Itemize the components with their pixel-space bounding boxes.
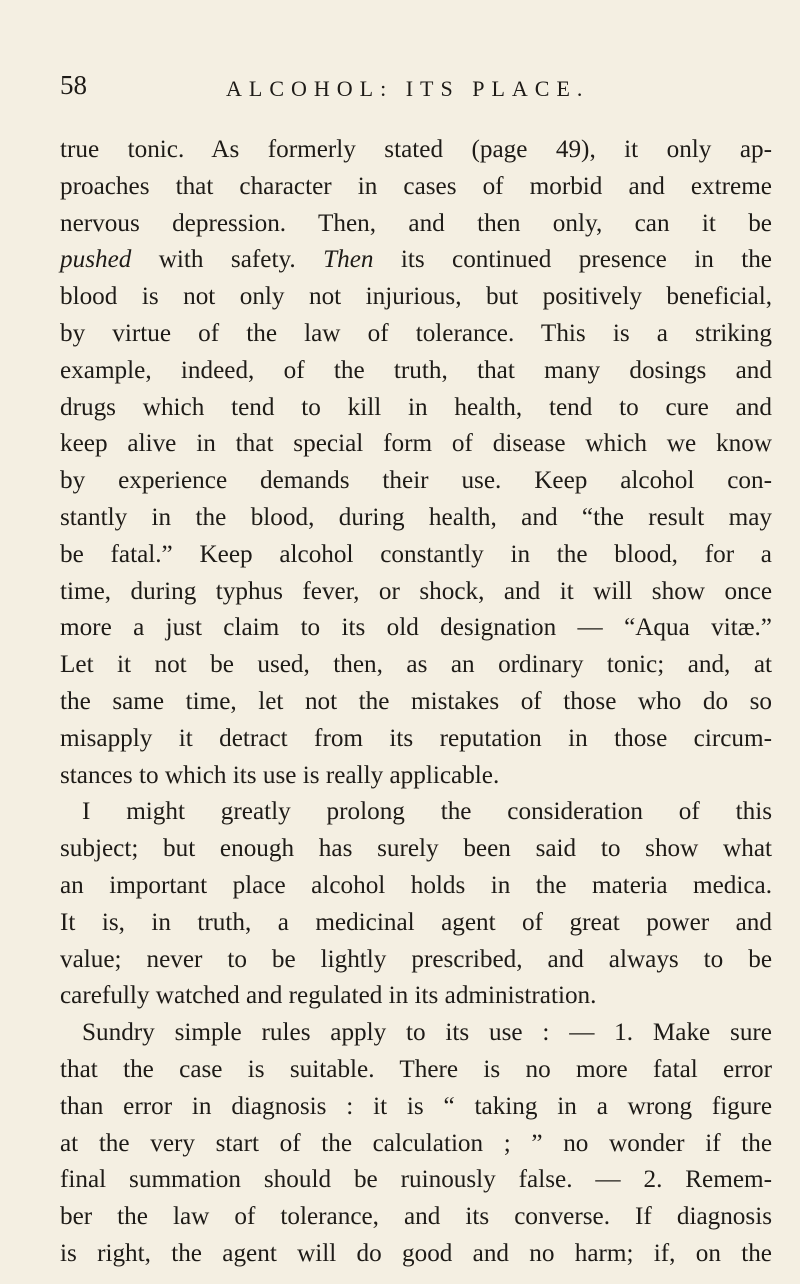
text-line: an important place alcohol holds in the materia medica. [60,871,772,899]
text-line: the same time, let not the mistakes of those who do so [60,687,772,715]
text-line: It is, in truth, a medicinal agent of great power and [60,908,772,936]
text-line: stantly in the blood, during health, and “the result may [60,503,772,531]
text-line: drugs which tend to kill in health, tend to cure and [60,393,772,421]
text-line: keep alive in that special form of disease which we know [60,430,772,458]
text-line: true tonic. As formerly stated (page 49), it only ap- [60,136,772,163]
body-text [60,132,772,1273]
running-head: ALCOHOL: ITS PLACE. [226,76,590,101]
text-line: pushed with safety. Then its continued presence in the [60,246,772,274]
text-line: subject; but enough has surely been said to show what [60,835,772,863]
text-line: carefully watched and regulated in its administration. [60,982,597,1010]
text-line: proaches that character in cases of morbid and extreme [60,172,772,200]
text-line: more a just claim to its old designation — “Aqua vitæ.” [60,614,772,642]
text-line: by experience demands their use. Keep alcohol con- [60,467,772,495]
text-line: is right, the agent will do good and no harm; if, on the [60,1239,772,1267]
text-line: Let it not be used, then, as an ordinary tonic; and, at [60,651,772,679]
text-line: that the case is suitable. There is no more fatal error [60,1055,772,1083]
text-line: ber the law of tolerance, and its converse. If diagnosis [60,1203,772,1231]
text-line: value; never to be lightly prescribed, and always to be [60,945,772,973]
text-line: time, during typhus fever, or shock, and it will show once [60,577,772,605]
page-number: 58 [60,70,87,100]
text-line: misapply it detract from its reputation in those circum- [60,724,772,752]
text-line: than error in diagnosis : it is “ taking in a wrong figure [60,1092,772,1120]
text-line: I might greatly prolong the consideration of this [82,798,772,826]
text-line: by virtue of the law of tolerance. This is a striking [60,319,772,347]
text-line: blood is not only not injurious, but positively beneficial, [60,283,772,311]
text-line: final summation should be ruinously false. — 2. Remem- [60,1166,772,1194]
page-header [60,70,760,110]
text-line: nervous depression. Then, and then only, can it be [60,209,772,237]
text-line: Sundry simple rules apply to its use : — 1. Make sure [82,1019,772,1047]
text-line: be fatal.” Keep alcohol constantly in the blood, for a [60,540,772,568]
text-line: at the very start of the calculation ; ” no wonder if the [60,1129,772,1157]
text-line: stances to which its use is really applicable. [60,761,500,789]
text-line: example, indeed, of the truth, that many dosings and [60,356,772,384]
